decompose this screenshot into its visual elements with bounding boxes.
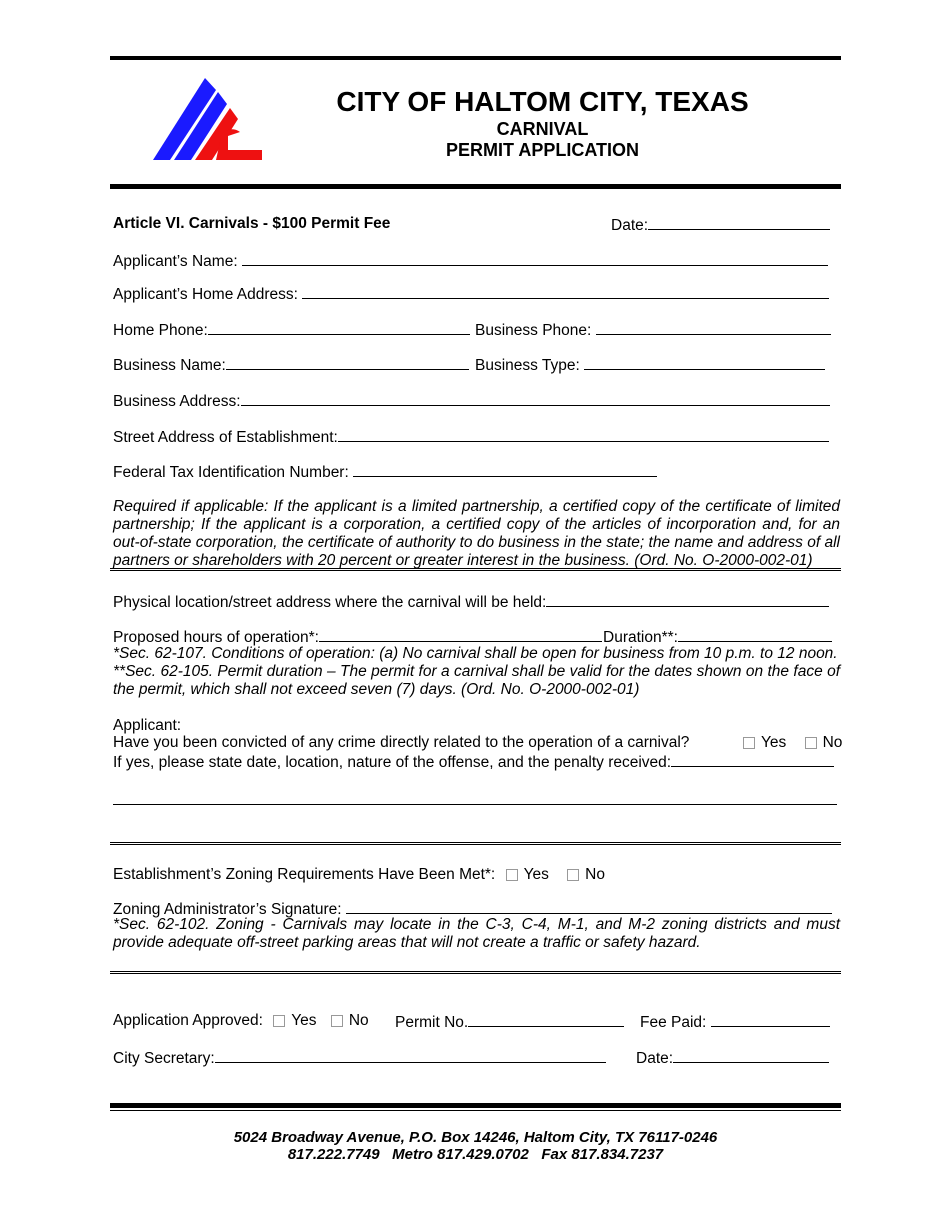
approved-no-label: No	[348, 1012, 369, 1029]
conviction-details-line-1[interactable]	[671, 752, 834, 767]
duration-field[interactable]	[603, 627, 832, 647]
city-secretary-field[interactable]	[113, 1048, 606, 1068]
zoning-met-label: Establishment’s Zoning Requirements Have Been Met*:	[113, 866, 496, 883]
street-address-field[interactable]	[113, 427, 829, 447]
top-rule	[110, 56, 841, 60]
business-name-field[interactable]	[113, 355, 469, 375]
applicant-name-field[interactable]	[113, 251, 828, 271]
business-address-line[interactable]	[241, 391, 830, 406]
office-date-label: Date:	[636, 1050, 674, 1067]
zoning-yes-checkbox[interactable]	[506, 869, 518, 881]
permit-no-field[interactable]	[395, 1012, 624, 1032]
permit-no-line[interactable]	[468, 1012, 624, 1027]
header-rule	[110, 184, 841, 189]
federal-tax-line[interactable]	[353, 462, 657, 477]
city-secretary-label: City Secretary:	[113, 1050, 215, 1067]
business-phone-field[interactable]	[475, 320, 831, 340]
required-note: Required if applicable: If the applicant is a limited partnership, a certified copy of the certificate of limited partnership; If the applicant is a corporation, a certified copy of the articles of incorporation and, for an out-of-state corporation, the certificate of authority to do business in the state; the name and address of all partners or shareholders with 20 percent or greater interest in the business. (Ord. No. O-2000-002-01)	[113, 498, 840, 569]
conviction-details-label: If yes, please state date, location, nature of the offense, and the penalty received:	[113, 754, 672, 771]
page-subtitle-permit: PERMIT APPLICATION	[446, 140, 639, 160]
approved-no-checkbox[interactable]	[331, 1015, 343, 1027]
conviction-question-text: Have you been convicted of any crime directly related to the operation of a carnival?	[113, 734, 690, 751]
permit-no-label: Permit No.	[395, 1014, 469, 1031]
logo-red-hook	[216, 129, 262, 160]
conviction-yes-checkbox[interactable]	[743, 737, 755, 749]
conviction-yes-label: Yes	[761, 734, 787, 751]
fee-paid-label: Fee Paid:	[640, 1014, 707, 1031]
home-address-line[interactable]	[302, 284, 829, 299]
office-date-field[interactable]	[636, 1048, 829, 1068]
footer-rule-thin	[110, 1110, 841, 1111]
applicant-label: Applicant:	[113, 717, 182, 734]
hours-field[interactable]	[113, 627, 602, 647]
business-type-field[interactable]	[475, 355, 825, 375]
office-date-line[interactable]	[673, 1048, 829, 1063]
city-secretary-line[interactable]	[215, 1048, 606, 1063]
page-title: CITY OF HALTOM CITY, TEXAS	[336, 86, 749, 117]
hours-line[interactable]	[319, 627, 602, 642]
conviction-no-checkbox[interactable]	[805, 737, 817, 749]
conviction-details-field[interactable]	[113, 752, 834, 772]
physical-location-label: Physical location/street address where the carnival will be held:	[113, 594, 547, 611]
physical-location-line[interactable]	[546, 592, 829, 607]
date-field[interactable]	[611, 215, 830, 235]
home-address-label: Applicant’s Home Address:	[113, 286, 298, 303]
footer-phones: 817.222.7749 Metro 817.429.0702 Fax 817.834.7237	[287, 1146, 664, 1163]
fee-paid-line[interactable]	[711, 1012, 830, 1027]
business-address-field[interactable]	[113, 391, 830, 411]
business-phone-label: Business Phone:	[475, 322, 592, 339]
fee-paid-field[interactable]	[640, 1012, 830, 1032]
federal-tax-field[interactable]	[113, 462, 657, 482]
business-name-line[interactable]	[226, 355, 469, 370]
application-approved-label: Application Approved:	[113, 1012, 263, 1029]
zoning-signature-label: Zoning Administrator’s Signature:	[113, 901, 342, 918]
home-phone-line[interactable]	[208, 320, 470, 335]
page-subtitle-carnival: CARNIVAL	[496, 119, 589, 139]
section-rule-1	[110, 568, 841, 571]
home-address-field[interactable]	[113, 284, 829, 304]
hours-label: Proposed hours of operation*:	[113, 629, 319, 646]
article-heading: Article VI. Carnivals - $100 Permit Fee	[113, 215, 391, 232]
applicant-name-label: Applicant’s Name:	[113, 253, 238, 270]
business-address-label: Business Address:	[113, 393, 241, 410]
zoning-note: *Sec. 62-102. Zoning - Carnivals may locate in the C-3, C-4, M-1, and M-2 zoning districts and must provide adequate off-street parking areas that will not create a traffic or safety hazard.	[113, 916, 840, 951]
business-name-label: Business Name:	[113, 357, 226, 374]
zoning-yes-label: Yes	[523, 866, 549, 883]
business-phone-line[interactable]	[596, 320, 831, 335]
home-phone-label: Home Phone:	[113, 322, 208, 339]
date-line[interactable]	[648, 215, 830, 230]
physical-location-field[interactable]	[113, 592, 829, 612]
street-address-label: Street Address of Establishment:	[113, 429, 338, 446]
application-approved-field	[113, 1012, 369, 1030]
conviction-details-line-2[interactable]	[113, 790, 837, 805]
approved-yes-checkbox[interactable]	[273, 1015, 285, 1027]
footer-address: 5024 Broadway Avenue, P.O. Box 14246, Haltom City, TX 76117-0246	[233, 1129, 718, 1146]
section-rule-2	[110, 842, 841, 845]
business-type-line[interactable]	[584, 355, 825, 370]
street-address-line[interactable]	[338, 427, 829, 442]
zoning-no-label: No	[585, 866, 605, 883]
footer-rule-thick	[110, 1103, 841, 1108]
duration-label: Duration**:	[603, 629, 678, 646]
conviction-options	[737, 734, 842, 752]
zoning-no-checkbox[interactable]	[567, 869, 579, 881]
zoning-met-field	[113, 866, 605, 884]
zoning-signature-line[interactable]	[346, 899, 832, 914]
section-rule-3	[110, 971, 841, 974]
home-phone-field[interactable]	[113, 320, 470, 340]
duration-line[interactable]	[678, 627, 832, 642]
hours-note-1: *Sec. 62-107. Conditions of operation: (a) No carnival shall be open for business from 10 p.m. to 12 noon.	[113, 645, 838, 662]
conviction-question	[113, 734, 689, 752]
date-label: Date:	[611, 217, 649, 234]
approved-yes-label: Yes	[291, 1012, 317, 1029]
applicant-name-line[interactable]	[242, 251, 828, 266]
business-type-label: Business Type:	[475, 357, 580, 374]
hours-note-2: **Sec. 62-105. Permit duration – The permit for a carnival shall be valid for the dates shown on the face of the permit, which shall not exceed seven (7) days. (Ord. No. O-2000-002-01)	[113, 663, 840, 698]
city-logo	[150, 78, 265, 163]
federal-tax-label: Federal Tax Identification Number:	[113, 464, 349, 481]
conviction-no-label: No	[822, 734, 843, 751]
